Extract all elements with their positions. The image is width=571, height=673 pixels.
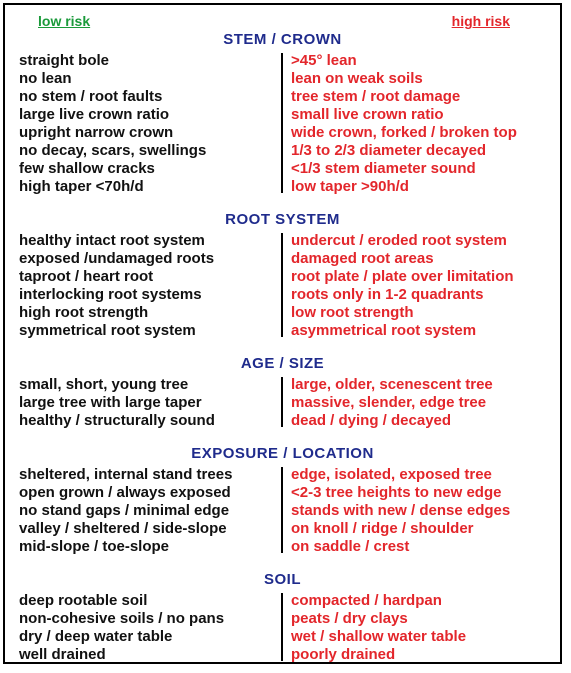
table-row bbox=[5, 610, 560, 628]
table-row bbox=[5, 520, 560, 538]
table-row bbox=[5, 538, 560, 556]
low-risk-cell: no stand gaps / minimal edge bbox=[19, 502, 230, 519]
section-title: AGE / SIZE bbox=[240, 355, 325, 372]
risk-table bbox=[3, 3, 562, 664]
low-risk-cell: sheltered, internal stand trees bbox=[19, 466, 233, 483]
section-title: STEM / CROWN bbox=[223, 31, 342, 48]
low-risk-cell: straight bole bbox=[19, 52, 110, 69]
low-risk-cell: mid-slope / toe-slope bbox=[19, 538, 170, 555]
high-risk-cell: massive, slender, edge tree bbox=[291, 394, 487, 411]
high-risk-cell: low taper >90h/d bbox=[291, 178, 409, 195]
low-risk-cell: healthy intact root system bbox=[19, 232, 205, 249]
table-row bbox=[5, 178, 560, 196]
high-risk-cell: wet / shallow water table bbox=[291, 628, 467, 645]
low-risk-cell: open grown / always exposed bbox=[19, 484, 231, 501]
low-risk-cell: no decay, scars, swellings bbox=[19, 142, 207, 159]
table-row bbox=[5, 466, 560, 484]
table-row bbox=[5, 268, 560, 286]
section-title: SOIL bbox=[263, 571, 301, 588]
low-risk-cell: healthy / structurally sound bbox=[19, 412, 215, 429]
high-risk-cell: peats / dry clays bbox=[291, 610, 408, 627]
low-risk-cell: large tree with large taper bbox=[19, 394, 202, 411]
low-risk-cell: high taper <70h/d bbox=[19, 178, 144, 195]
table-row bbox=[5, 70, 560, 88]
low-risk-cell: taproot / heart root bbox=[19, 268, 154, 285]
high-risk-cell: stands with new / dense edges bbox=[291, 502, 511, 519]
table-row bbox=[5, 286, 560, 304]
table-row bbox=[5, 250, 560, 268]
table-row bbox=[5, 646, 560, 664]
high-risk-cell: <2-3 tree heights to new edge bbox=[291, 484, 502, 501]
low-risk-cell: deep rootable soil bbox=[19, 592, 148, 609]
low-risk-cell: interlocking root systems bbox=[19, 286, 202, 303]
table-row bbox=[5, 484, 560, 502]
high-risk-cell: large, older, scenescent tree bbox=[291, 376, 493, 393]
table-row bbox=[5, 376, 560, 394]
low-risk-cell: small, short, young tree bbox=[19, 376, 189, 393]
high-risk-cell: small live crown ratio bbox=[291, 106, 444, 123]
low-risk-cell: high root strength bbox=[19, 304, 149, 321]
high-risk-cell: >45° lean bbox=[291, 52, 357, 69]
low-risk-cell: symmetrical root system bbox=[19, 322, 196, 339]
section-title: ROOT SYSTEM bbox=[225, 211, 340, 228]
high-risk-cell: asymmetrical root system bbox=[291, 322, 477, 339]
low-risk-cell: no lean bbox=[19, 70, 72, 87]
high-risk-cell: roots only in 1-2 quadrants bbox=[291, 286, 484, 303]
high-risk-cell: damaged root areas bbox=[291, 250, 434, 267]
high-risk-cell: edge, isolated, exposed tree bbox=[291, 466, 492, 483]
high-risk-cell: dead / dying / decayed bbox=[291, 412, 452, 429]
table-row bbox=[5, 394, 560, 412]
high-risk-cell: root plate / plate over limitation bbox=[291, 268, 514, 285]
high-risk-header: high risk bbox=[451, 13, 510, 29]
low-risk-cell: few shallow cracks bbox=[19, 160, 155, 177]
low-risk-header: low risk bbox=[38, 13, 91, 29]
low-risk-cell: no stem / root faults bbox=[19, 88, 163, 105]
high-risk-cell: lean on weak soils bbox=[291, 70, 423, 87]
high-risk-cell: low root strength bbox=[291, 304, 414, 321]
high-risk-cell: wide crown, forked / broken top bbox=[291, 124, 517, 141]
high-risk-cell: tree stem / root damage bbox=[291, 88, 461, 105]
table-row bbox=[5, 412, 560, 430]
low-risk-cell: non-cohesive soils / no pans bbox=[19, 610, 225, 627]
high-risk-cell: 1/3 to 2/3 diameter decayed bbox=[291, 142, 487, 159]
low-risk-cell: well drained bbox=[19, 646, 106, 663]
section-title: EXPOSURE / LOCATION bbox=[191, 445, 374, 462]
high-risk-cell: <1/3 stem diameter sound bbox=[291, 160, 476, 177]
high-risk-cell: compacted / hardpan bbox=[291, 592, 442, 609]
table-row bbox=[5, 502, 560, 520]
table-row bbox=[5, 52, 560, 70]
table-row bbox=[5, 592, 560, 610]
high-risk-cell: on knoll / ridge / shoulder bbox=[291, 520, 474, 537]
low-risk-cell: valley / sheltered / side-slope bbox=[19, 520, 227, 537]
table-row bbox=[5, 322, 560, 340]
low-risk-cell: dry / deep water table bbox=[19, 628, 173, 645]
table-row bbox=[5, 160, 560, 178]
high-risk-cell: undercut / eroded root system bbox=[291, 232, 507, 249]
high-risk-cell: on saddle / crest bbox=[291, 538, 410, 555]
table-row bbox=[5, 124, 560, 142]
low-risk-cell: exposed /undamaged roots bbox=[19, 250, 215, 267]
table-row bbox=[5, 232, 560, 250]
table-row bbox=[5, 88, 560, 106]
high-risk-cell: poorly drained bbox=[291, 646, 396, 663]
table-row bbox=[5, 142, 560, 160]
table-row bbox=[5, 304, 560, 322]
low-risk-cell: large live crown ratio bbox=[19, 106, 170, 123]
low-risk-cell: upright narrow crown bbox=[19, 124, 174, 141]
table-row bbox=[5, 106, 560, 124]
table-row bbox=[5, 628, 560, 646]
